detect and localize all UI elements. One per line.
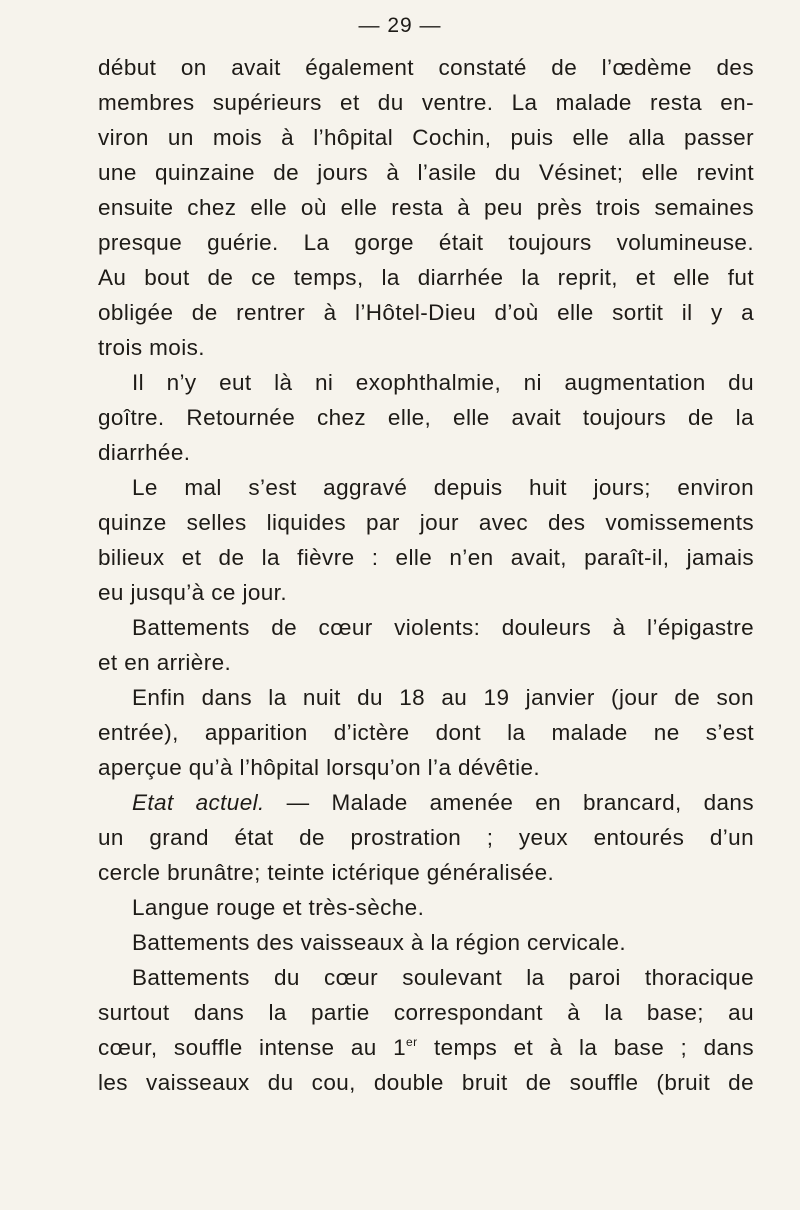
- page-number: — 29 —: [358, 14, 442, 37]
- text-line: [98, 785, 754, 820]
- text-line: obligée de rentrer à l’Hôtel-Dieu d’où elle sortit il y a: [98, 300, 754, 325]
- text-line: membres supérieurs et du ventre. La malade resta en-: [98, 90, 754, 115]
- text-line: Battements de cœur violents: douleurs à l’épigastre: [132, 615, 754, 640]
- text-line: bilieux et de la fièvre : elle n’en avait, paraît-il, jamais: [98, 545, 754, 570]
- text-line: début on avait également constaté de l’œdème des: [98, 55, 754, 80]
- text-line: une quinzaine de jours à l’asile du Vésinet; elle revint: [98, 160, 754, 185]
- text-line: Battements du cœur soulevant la paroi thoracique: [132, 965, 754, 990]
- text-line: Il n’y eut là ni exophthalmie, ni augmentation du: [132, 370, 754, 395]
- text-line: Langue rouge et très-sèche.: [132, 895, 425, 920]
- text-line: un grand état de prostration ; yeux entourés d’un: [98, 825, 754, 850]
- text-line: quinze selles liquides par jour avec des vomissements: [98, 510, 754, 535]
- ordinal-suffix: er: [406, 1035, 418, 1049]
- body-text: [98, 50, 754, 1100]
- text-line: cercle brunâtre; teinte ictérique généralisée.: [98, 860, 555, 885]
- text-line: eu jusqu’à ce jour.: [98, 580, 287, 605]
- text-line: Au bout de ce temps, la diarrhée la reprit, et elle fut: [98, 265, 754, 290]
- text-line: Battements des vaisseaux à la région cervicale.: [132, 930, 627, 955]
- text-line: les vaisseaux du cou, double bruit de souffle (bruit de: [98, 1070, 754, 1095]
- text-line: Enfin dans la nuit du 18 au 19 janvier (jour de son: [132, 685, 754, 710]
- text-line: trois mois.: [98, 335, 205, 360]
- text-line: surtout dans la partie correspondant à la base; au: [98, 1000, 754, 1025]
- text-line: viron un mois à l’hôpital Cochin, puis elle alla passer: [98, 125, 754, 150]
- text-line: goître. Retournée chez elle, elle avait toujours de la: [98, 405, 754, 430]
- text-line: presque guérie. La gorge était toujours volumineuse.: [98, 230, 754, 255]
- section-heading-etat-actuel: Etat actuel.: [132, 790, 265, 815]
- text-segment: — Malade amenée en brancard, dans: [286, 790, 754, 815]
- text-segment: temps et à la base ; dans: [433, 1035, 754, 1060]
- text-line: Le mal s’est aggravé depuis huit jours; environ: [132, 475, 754, 500]
- ordinal-number: 1: [393, 1035, 407, 1060]
- text-line: entrée), apparition d’ictère dont la malade ne s’est: [98, 720, 754, 745]
- text-line: ensuite chez elle où elle resta à peu près trois semaines: [98, 195, 754, 220]
- text-line: diarrhée.: [98, 440, 191, 465]
- text-line: [98, 1030, 754, 1065]
- text-line: et en arrière.: [98, 650, 232, 675]
- text-segment: cœur, souffle intense au: [98, 1035, 377, 1060]
- text-line: aperçue qu’à l’hôpital lorsqu’on l’a dévêtie.: [98, 755, 541, 780]
